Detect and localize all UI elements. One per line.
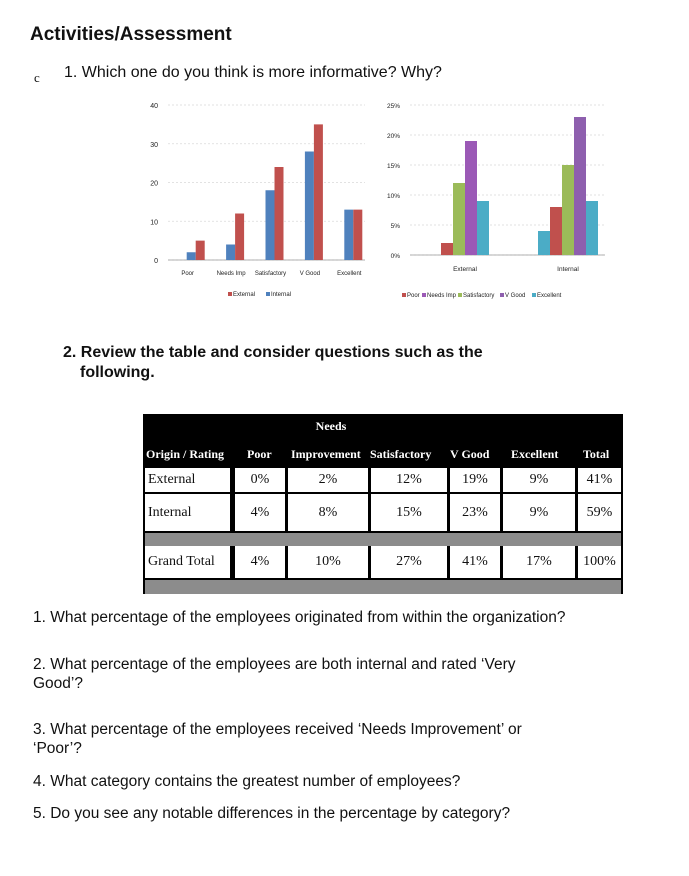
bar-internal-excellent <box>586 201 598 255</box>
y-tick-label: 25% <box>386 103 400 110</box>
cell-external-excellent: 9% <box>503 468 575 492</box>
y-tick-label: 20% <box>386 133 400 140</box>
bar-external-v-good <box>465 141 477 255</box>
question-2-line-1: 2. Review the table and consider questions such as the <box>63 344 483 361</box>
legend-swatch-internal <box>266 292 270 296</box>
cell-grand-total-label: Grand Total <box>145 546 230 578</box>
cell-external-satisfactory: 12% <box>371 468 447 492</box>
x-tick-label: Needs Imp <box>216 271 246 277</box>
cell-grand-total-needs-imp: 10% <box>288 546 368 578</box>
bar-external-poor <box>441 243 453 255</box>
x-tick-label: V Good <box>299 271 321 277</box>
y-tick-label: 5% <box>390 223 400 230</box>
followup-question-2-line-1: 2. What percentage of the employees are both internal and rated ‘Very <box>33 656 516 673</box>
legend-label-satisfactory: Satisfactory <box>463 293 495 299</box>
cell-internal-poor: 4% <box>235 494 285 531</box>
cell-external-total: 41% <box>578 468 621 492</box>
legend-swatch-excellent <box>532 293 536 297</box>
bar-external-satisfactory <box>453 183 465 255</box>
cell-internal-origin: Internal <box>145 494 230 531</box>
y-tick-label: 0 <box>154 258 158 265</box>
header-poor: Poor <box>247 447 272 461</box>
bar-internal-poor <box>538 231 550 255</box>
bar-internal-v-good <box>305 152 314 261</box>
bar-external-excellent <box>353 210 362 260</box>
question-2 <box>63 343 583 383</box>
cell-grand-total-poor: 4% <box>235 546 285 578</box>
followup-question-4: 4. What category contains the greatest number of employees? <box>33 773 461 790</box>
x-tick-label-external: External <box>453 266 477 273</box>
legend-label-v-good: V Good <box>505 293 526 299</box>
legend-label-needs-imp: Needs Imp <box>427 293 457 299</box>
legend-label-internal: Internal <box>271 292 292 298</box>
header-needs-line: Needs <box>315 419 347 433</box>
cell-internal-v-good: 23% <box>450 494 500 531</box>
legend-label-poor: Poor <box>407 293 420 299</box>
y-tick-label: 10% <box>386 193 400 200</box>
cell-internal-total: 59% <box>578 494 621 531</box>
cell-grand-total-v-good: 41% <box>450 546 500 578</box>
cell-external-v-good: 19% <box>450 468 500 492</box>
y-tick-label: 15% <box>386 163 400 170</box>
followup-question-3-line-1: 3. What percentage of the employees received ‘Needs Improvement’ or <box>33 721 522 738</box>
question-2-line-2: following. <box>80 364 155 381</box>
header-v-good: V Good <box>450 447 490 461</box>
cell-external-origin: External <box>145 468 230 492</box>
cell-grand-total-total: 100% <box>578 546 621 578</box>
cell-external-needs-imp: 2% <box>288 468 368 492</box>
legend-swatch-external <box>228 292 232 296</box>
bar-internal-satisfactory <box>562 165 574 255</box>
y-tick-label: 20 <box>150 180 158 188</box>
bar-internal-needs-imp <box>226 245 235 261</box>
legend-swatch-poor <box>402 293 406 297</box>
cell-grand-total-excellent: 17% <box>503 546 575 578</box>
chart-origin-by-rating <box>380 95 610 305</box>
followup-question-2-line-2: Good’? <box>33 675 83 692</box>
y-tick-label: 30 <box>150 141 158 149</box>
x-tick-label: Satisfactory <box>254 271 287 277</box>
legend-label-excellent: Excellent <box>537 293 562 299</box>
followup-question-5: 5. Do you see any notable differences in the percentage by category? <box>33 805 511 822</box>
chart-rating-by-origin <box>140 95 370 305</box>
y-tick-label: 40 <box>150 103 158 110</box>
page-heading: Activities/Assessment <box>30 24 232 45</box>
table-spacer-band <box>145 533 621 546</box>
bar-internal-excellent <box>344 210 353 260</box>
x-tick-label-internal: Internal <box>557 266 579 273</box>
cell-internal-satisfactory: 15% <box>371 494 447 531</box>
bar-internal-poor <box>187 252 196 260</box>
followup-question-3-line-2: ‘Poor’? <box>33 740 82 757</box>
bar-external-needs-imp <box>235 214 244 261</box>
cell-external-poor: 0% <box>235 468 285 492</box>
bar-internal-needs-imp <box>550 207 562 255</box>
followup-question-3 <box>33 720 663 758</box>
header-origin-rating: Origin / Rating <box>146 447 225 461</box>
bar-external-excellent <box>477 201 489 255</box>
cell-internal-needs-imp: 8% <box>288 494 368 531</box>
bar-internal-v-good <box>574 117 586 255</box>
header-improvement: Improvement <box>291 447 361 461</box>
legend-swatch-v-good <box>500 293 504 297</box>
cell-internal-excellent: 9% <box>503 494 575 531</box>
followup-question-1: 1. What percentage of the employees originated from within the organization? <box>33 609 566 626</box>
rating-table <box>143 414 623 594</box>
y-tick-label: 0% <box>390 253 400 260</box>
bar-internal-satisfactory <box>266 190 275 260</box>
legend-swatch-needs-imp <box>422 293 426 297</box>
legend-swatch-satisfactory <box>458 293 462 297</box>
x-tick-label: Excellent <box>337 271 362 277</box>
header-excellent: Excellent <box>511 447 559 461</box>
bar-external-satisfactory <box>275 167 284 260</box>
y-tick-label: 10 <box>150 219 158 227</box>
cell-grand-total-satisfactory: 27% <box>371 546 447 578</box>
table-footer-band <box>145 580 621 594</box>
question-1: 1. Which one do you think is more informative? Why? <box>64 64 442 81</box>
x-tick-label: Poor <box>181 271 195 277</box>
bar-external-poor <box>196 241 205 260</box>
header-satisfactory: Satisfactory <box>370 447 432 461</box>
header-total: Total <box>583 447 610 461</box>
followup-question-2 <box>33 655 663 693</box>
legend-label-external: External <box>233 292 256 298</box>
marker-c: c <box>34 70 40 85</box>
bar-external-v-good <box>314 124 323 260</box>
